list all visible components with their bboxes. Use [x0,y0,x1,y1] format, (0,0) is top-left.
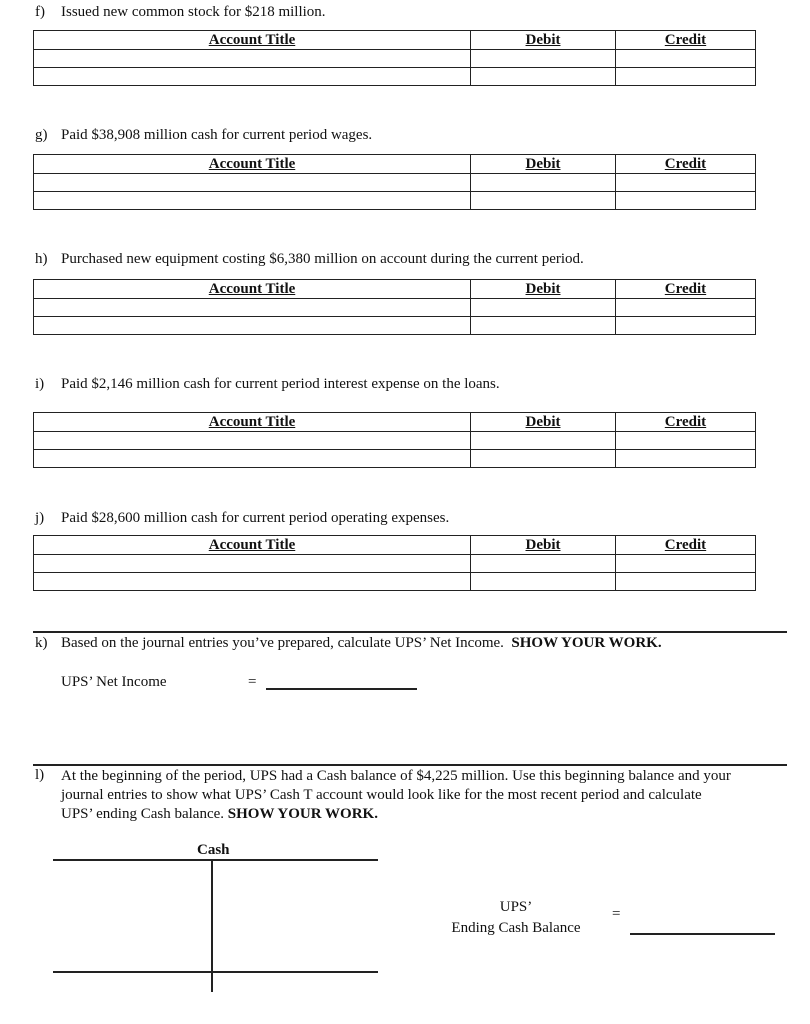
header-debit: Debit [471,155,616,174]
question-text-line: UPS’ ending Cash balance. [61,806,225,822]
question-text-line: journal entries to show what UPS’ Cash T account would look like for the most recent period and calculate [61,787,702,803]
t-account-title: Cash [197,842,230,858]
table-row [34,555,756,573]
table-header-row [34,280,756,299]
header-account-title: Account Title [34,31,471,50]
table-header-row [34,413,756,432]
question-label: l) [35,767,45,783]
credit-cell[interactable] [616,573,756,591]
header-credit: Credit [616,536,756,555]
table-row [34,432,756,450]
net-income-label: UPS’ Net Income [61,674,167,690]
question-text: Issued new common stock for $218 million. [61,4,326,20]
credit-cell[interactable] [616,555,756,573]
net-income-answer-line[interactable] [266,688,417,690]
debit-cell[interactable] [471,555,616,573]
debit-cell[interactable] [471,317,616,335]
question-label: k) [35,635,48,651]
question-text: Purchased new equipment costing $6,380 million on account during the current period. [61,251,584,267]
header-credit: Credit [616,155,756,174]
account-title-cell[interactable] [34,174,471,192]
table-row [34,573,756,591]
header-credit: Credit [616,31,756,50]
ending-cash-answer-line[interactable] [630,933,775,935]
journal-entry-table [33,30,756,86]
ending-cash-label-line2: Ending Cash Balance [451,920,581,936]
header-debit: Debit [471,536,616,555]
debit-cell[interactable] [471,573,616,591]
table-header-row [34,31,756,50]
account-title-cell[interactable] [34,432,471,450]
question-text: Paid $28,600 million cash for current period operating expenses. [61,510,450,526]
header-credit: Credit [616,280,756,299]
debit-cell[interactable] [471,432,616,450]
credit-cell[interactable] [616,317,756,335]
header-account-title: Account Title [34,155,471,174]
section-divider [33,631,787,633]
credit-cell[interactable] [616,432,756,450]
question-text: Paid $2,146 million cash for current period interest expense on the loans. [61,376,500,392]
credit-cell[interactable] [616,68,756,86]
question-label: h) [35,251,48,267]
credit-cell[interactable] [616,192,756,210]
table-row [34,174,756,192]
ending-cash-label [446,897,586,939]
table-row [34,192,756,210]
credit-cell[interactable] [616,450,756,468]
journal-entry-table [33,535,756,591]
question-text: Paid $38,908 million cash for current period wages. [61,127,373,143]
question-label: g) [35,127,48,143]
question-label: f) [35,4,45,20]
table-header-row [34,155,756,174]
equals-sign: = [248,674,257,690]
table-row [34,50,756,68]
header-debit: Debit [471,280,616,299]
table-row [34,317,756,335]
debit-cell[interactable] [471,192,616,210]
header-account-title: Account Title [34,280,471,299]
header-credit: Credit [616,413,756,432]
ending-cash-label-line1: UPS’ [499,899,533,915]
header-account-title: Account Title [34,413,471,432]
question-label: j) [35,510,45,526]
show-work-instruction: SHOW YOUR WORK. [511,635,662,651]
credit-cell[interactable] [616,174,756,192]
table-header-row [34,536,756,555]
table-row [34,68,756,86]
account-title-cell[interactable] [34,50,471,68]
header-account-title: Account Title [34,536,471,555]
debit-cell[interactable] [471,68,616,86]
journal-entry-table [33,279,756,335]
question-text-line: At the beginning of the period, UPS had a Cash balance of $4,225 million. Use this beginning balance and your [61,768,731,784]
debit-cell[interactable] [471,299,616,317]
debit-cell[interactable] [471,50,616,68]
account-title-cell[interactable] [34,555,471,573]
table-row [34,450,756,468]
equals-sign: = [612,906,621,922]
credit-cell[interactable] [616,299,756,317]
header-debit: Debit [471,413,616,432]
account-title-cell[interactable] [34,450,471,468]
journal-entry-table [33,412,756,468]
section-divider [33,764,787,766]
debit-cell[interactable] [471,174,616,192]
account-title-cell[interactable] [34,299,471,317]
t-account-top-line [53,859,378,861]
header-debit: Debit [471,31,616,50]
account-title-cell[interactable] [34,317,471,335]
table-row [34,299,756,317]
t-account-total-line [53,971,378,973]
account-title-cell[interactable] [34,68,471,86]
credit-cell[interactable] [616,50,756,68]
debit-cell[interactable] [471,450,616,468]
show-work-instruction: SHOW YOUR WORK. [227,806,378,822]
question-text: Based on the journal entries you’ve prepared, calculate UPS’ Net Income. [61,635,504,651]
account-title-cell[interactable] [34,573,471,591]
account-title-cell[interactable] [34,192,471,210]
question-label: i) [35,376,45,392]
journal-entry-table [33,154,756,210]
